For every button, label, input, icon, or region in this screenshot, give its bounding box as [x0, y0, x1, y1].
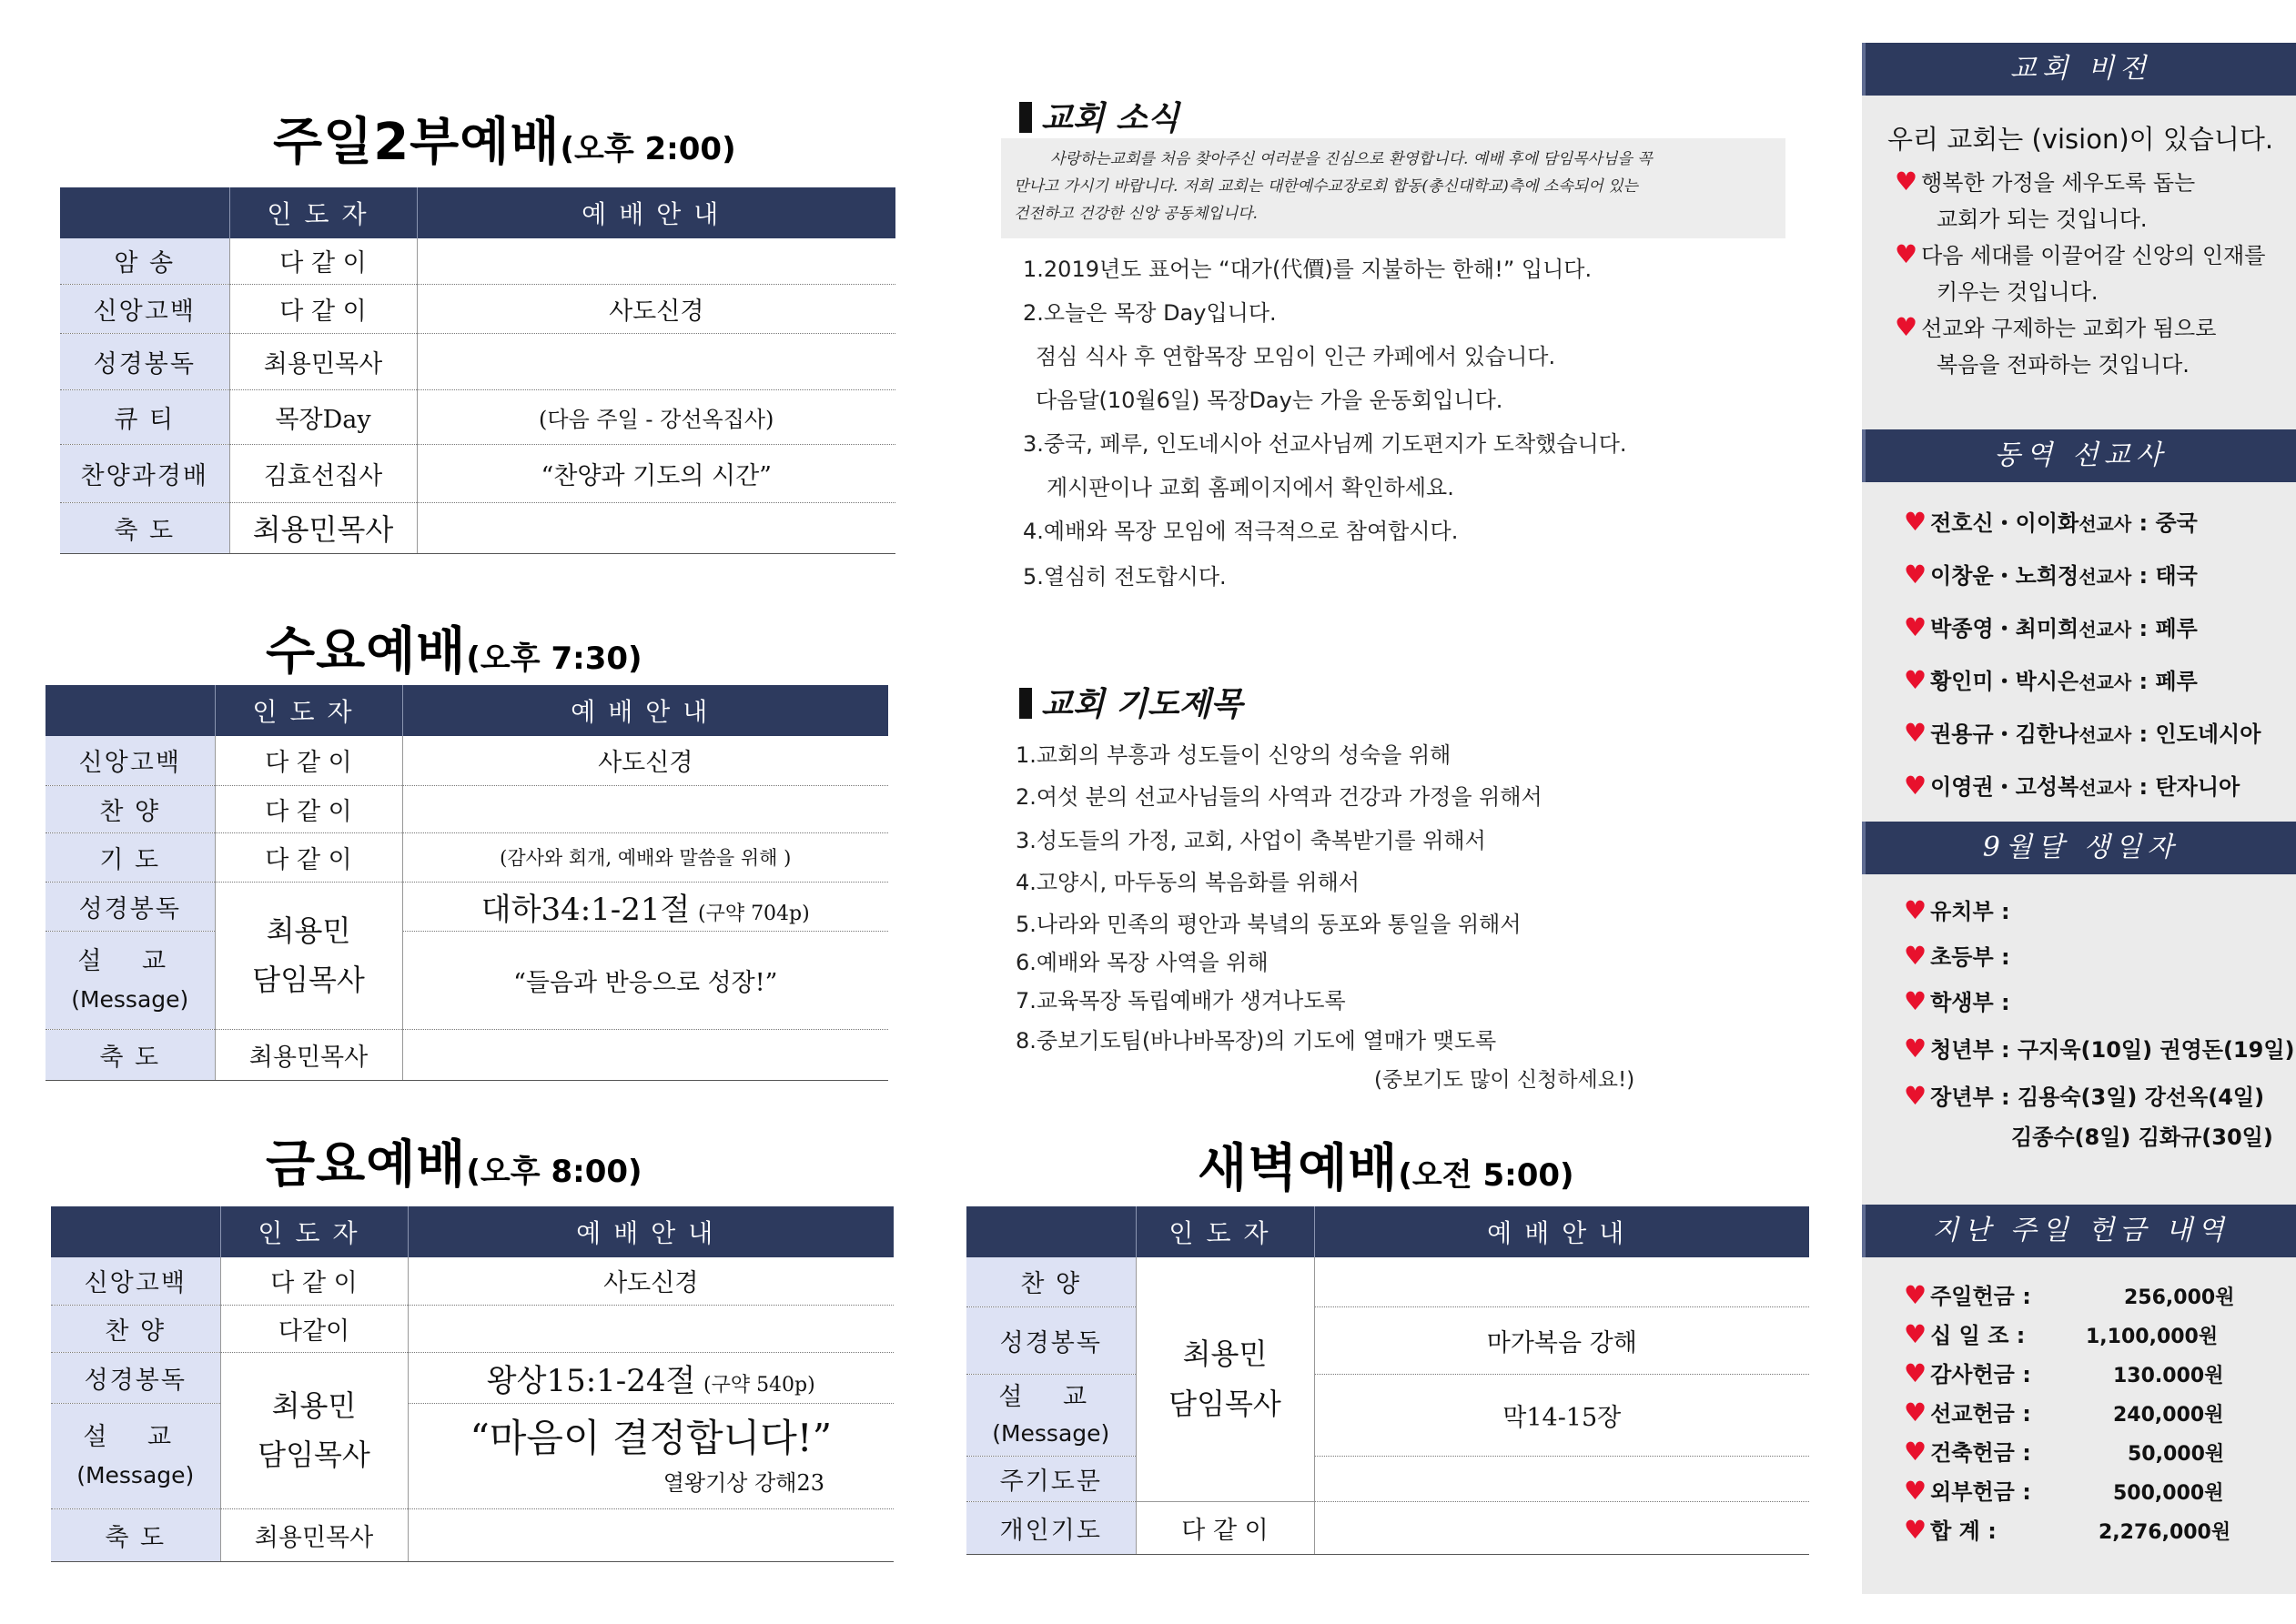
- prayer-heading-text: 교회 기도제목: [1041, 685, 1243, 723]
- row-info: “찬양과 기도의 시간”: [417, 444, 895, 502]
- header-info: 예배안내: [417, 187, 895, 238]
- missionary-place: 페루: [2155, 616, 2198, 641]
- vision-intro: 우리 교회는 (vision)이 있습니다.: [1887, 124, 2274, 155]
- offering-name: 십 일 조 :: [1930, 1323, 2026, 1348]
- offering-name: 주일헌금 :: [1930, 1284, 2031, 1309]
- offering-amount: 500,000원: [2113, 1482, 2224, 1505]
- missionary-place: 탄자니아: [2155, 774, 2240, 800]
- birthday-dept: 청년부 :: [1930, 1037, 2010, 1063]
- leader-title: 담임목사: [258, 1437, 370, 1472]
- missionary-role: 선교사: [2079, 724, 2132, 746]
- sermon-title: “들음과 반응으로 성장!”: [402, 931, 888, 1029]
- missionary-names: 이창운・노희정: [1930, 563, 2079, 589]
- row-leader: 다 같 이: [229, 238, 417, 284]
- table-row: [966, 1374, 1809, 1456]
- leader-title: 담임목사: [252, 963, 365, 997]
- vision-line: 교회가 되는 것입니다.: [1937, 207, 2148, 232]
- sermon-series: 열왕기상 강해23: [663, 1470, 824, 1497]
- table-row: [46, 736, 888, 785]
- offering-total: [1904, 1513, 1997, 1545]
- dawn-table: [966, 1206, 1809, 1555]
- sunday2-table: [60, 187, 895, 554]
- table-header: [51, 1206, 894, 1257]
- missionary-role: 선교사: [2079, 566, 2132, 588]
- missionary-item: ♥ 전호신・이이화선교사 : 중국: [1904, 507, 2198, 537]
- vision-line: 선교와 구제하는 교회가 됨으로: [1921, 316, 2217, 341]
- row-label: 축 도: [60, 502, 229, 553]
- table-row: [966, 1257, 1809, 1306]
- dawn-time: (오전 5:00): [1398, 1157, 1574, 1194]
- offering-heading: 지난 주일 헌금 내역: [1862, 1205, 2296, 1257]
- prayer-item: 4.고양시, 마두동의 복음화를 위해서: [1016, 870, 1360, 895]
- row-label: 성경봉독: [46, 882, 215, 931]
- friday-time: (오후 8:00): [466, 1154, 642, 1190]
- header-info: 예배안내: [1314, 1206, 1809, 1257]
- heart-icon: ♥: [1895, 239, 1918, 269]
- dawn-leader: [1136, 1257, 1314, 1501]
- table-row: [51, 1508, 894, 1561]
- table-header: [60, 187, 895, 238]
- label-sub: (Message): [71, 986, 189, 1014]
- heart-icon: ♥: [1904, 1358, 1927, 1388]
- heart-icon: ♥: [1904, 1397, 1927, 1427]
- heart-icon: ♥: [1904, 612, 1927, 642]
- label-main: 설 교: [83, 1422, 188, 1451]
- row-leader: 다 같 이: [215, 736, 402, 785]
- vision-line: 키우는 것입니다.: [1937, 279, 2099, 305]
- label-sub: (Message): [76, 1462, 195, 1489]
- row-info: [417, 333, 895, 389]
- heart-icon: ♥: [1904, 771, 1927, 801]
- friday-title-text: 금요예배: [266, 1135, 467, 1195]
- table-header: [46, 685, 888, 736]
- row-label: [51, 1403, 220, 1508]
- row-label: 성경봉독: [60, 333, 229, 389]
- missionary-place: 인도네시아: [2155, 721, 2261, 747]
- missionary-role: 선교사: [2079, 513, 2132, 535]
- missionary-item: ♥ 이영권・고성복선교사 : 탄자니아: [1904, 771, 2240, 801]
- section-bar-icon: [1019, 102, 1032, 133]
- friday-table: [51, 1206, 894, 1562]
- birthday-item: [1904, 893, 2010, 925]
- birthday-dept: 유치부 :: [1930, 899, 2010, 924]
- news-item: 1.2019년도 표어는 “대가(代價)를 지불하는 한해!” 입니다.: [1023, 257, 1593, 282]
- offering-item: [1904, 1317, 2025, 1349]
- table-row: [46, 882, 888, 931]
- table-row: [51, 1305, 894, 1352]
- row-label: 성경봉독: [966, 1306, 1136, 1374]
- row-info: [402, 1029, 888, 1080]
- prayer-heading: [1019, 679, 1242, 725]
- birthday-item: [1904, 1032, 2294, 1064]
- offering-amount: 2,276,000원: [2099, 1521, 2231, 1544]
- offering-amount: 1,100,000원: [2086, 1326, 2219, 1348]
- prayer-item: 3.성도들의 가정, 교회, 사업이 축복받기를 위해서: [1016, 828, 1486, 853]
- heart-icon: ♥: [1895, 166, 1918, 197]
- offering-amount: 50,000원: [2128, 1443, 2225, 1466]
- missionary-role: 선교사: [2079, 671, 2132, 693]
- header-info: 예배안내: [408, 1206, 894, 1257]
- offering-item: [1904, 1474, 2031, 1506]
- wednesday-title: [266, 611, 642, 684]
- vision-item: [1895, 165, 2195, 197]
- heart-icon: ♥: [1904, 1437, 1927, 1467]
- row-info: 사도신경: [408, 1257, 894, 1305]
- heart-icon: ♥: [1895, 312, 1918, 342]
- missionary-names: 황인미・박시은: [1930, 669, 2079, 694]
- missionary-place: 태국: [2155, 563, 2198, 589]
- news-item: 3.중국, 페루, 인도네시아 선교사님께 기도편지가 도착했습니다.: [1023, 431, 1627, 457]
- leader-name: 최용민: [271, 1387, 357, 1423]
- row-info: (다음 주일 - 강선옥집사): [417, 389, 895, 444]
- heart-icon: ♥: [1904, 718, 1927, 748]
- vision-heading: 교회 비전: [1862, 43, 2296, 96]
- leader-title: 담임목사: [1168, 1386, 1281, 1421]
- offering-name: 선교헌금 :: [1930, 1401, 2031, 1427]
- heart-icon: ♥: [1904, 507, 1927, 537]
- offering-item: [1904, 1278, 2031, 1310]
- welcome-line: 건전하고 건강한 신앙 공동체입니다.: [1014, 205, 1258, 223]
- birthday-dept: 장년부 :: [1930, 1084, 2010, 1110]
- dawn-title-text: 새벽예배: [1198, 1139, 1399, 1198]
- welcome-message: [1001, 138, 1785, 238]
- row-leader: 목장Day: [229, 389, 417, 444]
- row-label: 암 송: [60, 238, 229, 284]
- prayer-item: 8.중보기도팀(바나바목장)의 기도에 열매가 맺도록: [1016, 1028, 1497, 1054]
- row-leader: 다 같 이: [220, 1257, 408, 1305]
- row-leader: 최용민목사: [229, 502, 417, 553]
- row-leader: 최용민목사: [215, 1029, 402, 1080]
- row-label: [46, 931, 215, 1029]
- table-row: [966, 1501, 1809, 1554]
- row-info: 마가복음 강해: [1314, 1306, 1809, 1374]
- row-leader: 다 같 이: [215, 832, 402, 882]
- offering-name: 합 계 :: [1930, 1518, 1997, 1544]
- missionary-item: ♥ 박종영・최미희선교사 : 페루: [1904, 612, 2198, 642]
- birthday-dept: 초등부 :: [1930, 944, 2010, 970]
- row-label: [966, 1374, 1136, 1456]
- row-label: 성경봉독: [51, 1352, 220, 1403]
- row-label: 주기도문: [966, 1456, 1136, 1501]
- dawn-title: [1198, 1128, 1574, 1201]
- offering-item: [1904, 1357, 2031, 1388]
- missionary-role: 선교사: [2079, 619, 2132, 641]
- news-heading-text: 교회 소식: [1041, 99, 1179, 137]
- header-leader: 인도자: [229, 187, 417, 238]
- prayer-item: 5.나라와 민족의 평안과 북녘의 동포와 통일을 위해서: [1016, 912, 1522, 937]
- sunday2-title: [273, 102, 736, 175]
- offering-name: 감사헌금 :: [1930, 1362, 2031, 1387]
- birthday-names: 김용숙(3일) 강선옥(4일): [2017, 1084, 2265, 1110]
- heart-icon: ♥: [1904, 1515, 1927, 1545]
- row-leader: 김효선집사: [229, 444, 417, 502]
- missionary-role: 선교사: [2079, 777, 2132, 799]
- offering-item: [1904, 1435, 2031, 1467]
- news-item: 게시판이나 교회 홈페이지에서 확인하세요.: [1047, 475, 1454, 500]
- table-row: [60, 333, 895, 389]
- prayer-item: 1.교회의 부흥과 성도들이 신앙의 성숙을 위해: [1016, 742, 1451, 768]
- label-main: 설 교: [77, 946, 183, 975]
- missionary-item: ♥ 황인미・박시은선교사 : 페루: [1904, 665, 2198, 695]
- news-item: 다음달(10월6일) 목장Day는 가을 운동회입니다.: [1036, 388, 1503, 413]
- sermon-leader: [220, 1352, 408, 1508]
- sunday2-time: (오후 2:00): [560, 131, 736, 167]
- table-row: [60, 238, 895, 284]
- prayer-item: 2.여섯 분의 선교사님들의 사역과 건강과 가정을 위해서: [1016, 784, 1542, 810]
- heart-icon: ♥: [1904, 1034, 1927, 1064]
- row-info: [417, 238, 895, 284]
- table-row: [60, 444, 895, 502]
- leader-name: 최용민: [1182, 1337, 1268, 1372]
- row-info: [408, 1403, 894, 1508]
- table-row: [51, 1257, 894, 1305]
- offering-name: 외부헌금 :: [1930, 1479, 2031, 1505]
- offering-name: 건축헌금 :: [1930, 1440, 2031, 1466]
- table-row: [51, 1403, 894, 1508]
- table-row: [51, 1352, 894, 1403]
- news-item: 4.예배와 목장 모임에 적극적으로 참여합시다.: [1023, 519, 1459, 544]
- row-info: [408, 1352, 894, 1403]
- row-leader: 다 같 이: [229, 284, 417, 333]
- missionary-place: 중국: [2155, 510, 2198, 536]
- friday-title: [266, 1125, 642, 1197]
- missionary-names: 권용규・김한나: [1930, 721, 2079, 747]
- offering-item: [1904, 1396, 2031, 1427]
- header-leader: 인도자: [1136, 1206, 1314, 1257]
- section-bar-icon: [1019, 688, 1032, 719]
- row-label: 축 도: [51, 1508, 220, 1561]
- birthday-extra: 김종수(8일) 김화규(30일): [2011, 1125, 2273, 1150]
- row-info: [1314, 1501, 1809, 1554]
- table-row: [46, 931, 888, 1029]
- heart-icon: ♥: [1904, 665, 1927, 695]
- header-leader: 인도자: [215, 685, 402, 736]
- offering-amount: 240,000원: [2113, 1404, 2224, 1427]
- row-label: 신앙고백: [51, 1257, 220, 1305]
- row-info: [402, 785, 888, 832]
- row-label: 신앙고백: [60, 284, 229, 333]
- leader-name: 최용민: [266, 913, 351, 948]
- row-label: 찬 양: [46, 785, 215, 832]
- wednesday-time: (오후 7:30): [466, 641, 642, 677]
- missionary-place: 페루: [2155, 669, 2198, 694]
- row-leader: 다같이: [220, 1305, 408, 1352]
- birthday-item: [1904, 1079, 2264, 1111]
- news-item: 점심 식사 후 연합목장 모임이 인근 카페에서 있습니다.: [1036, 344, 1556, 369]
- sermon-title: “마음이 결정합니다!”: [470, 1415, 833, 1460]
- missionaries-heading: 동역 선교사: [1862, 429, 2296, 482]
- vision-item: [1895, 237, 2265, 269]
- row-label: 기 도: [46, 832, 215, 882]
- wednesday-title-text: 수요예배: [266, 622, 467, 681]
- missionary-names: 박종영・최미희: [1930, 616, 2079, 641]
- table-row: [46, 785, 888, 832]
- row-label: 찬 양: [51, 1305, 220, 1352]
- birthday-names: 구지욱(10일) 권영돈(19일): [2017, 1037, 2295, 1063]
- vision-item: [1895, 310, 2216, 342]
- row-label: 찬양과경배: [60, 444, 229, 502]
- row-label: 신앙고백: [46, 736, 215, 785]
- wednesday-table: [46, 685, 888, 1081]
- news-item: 5.열심히 전도합시다.: [1023, 564, 1227, 590]
- heart-icon: ♥: [1904, 1476, 1927, 1506]
- row-label: 큐 티: [60, 389, 229, 444]
- row-leader: 최용민목사: [229, 333, 417, 389]
- row-leader: 다 같 이: [215, 785, 402, 832]
- row-info: 사도신경: [402, 736, 888, 785]
- table-row: [46, 1029, 888, 1080]
- label-main: 설 교: [998, 1382, 1104, 1411]
- offering-amount: 130.000원: [2113, 1365, 2224, 1387]
- birthday-item: [1904, 984, 2010, 1016]
- row-info: (감사와 회개, 예배와 말씀을 위해 ): [402, 832, 888, 882]
- row-info: [408, 1508, 894, 1561]
- birthdays-heading: 9월달 생일자: [1862, 822, 2296, 874]
- birthday-item: [1904, 939, 2010, 971]
- table-header: [966, 1206, 1809, 1257]
- news-heading: [1019, 93, 1179, 139]
- header-info: 예배안내: [402, 685, 888, 736]
- row-label: 축 도: [46, 1029, 215, 1080]
- table-row: [46, 832, 888, 882]
- missionary-item: ♥ 이창운・노희정선교사 : 태국: [1904, 560, 2198, 590]
- vision-line: 행복한 가정을 세우도록 돕는: [1921, 170, 2196, 196]
- row-label: 개인기도: [966, 1501, 1136, 1554]
- row-info: [417, 502, 895, 553]
- welcome-line: 만나고 가시기 바랍니다. 저희 교회는 대한예수교장로회 합동(총신대학교)측에 소속되어 있는: [1014, 177, 1638, 196]
- table-row: [966, 1456, 1809, 1501]
- header-leader: 인도자: [220, 1206, 408, 1257]
- row-info: [408, 1305, 894, 1352]
- heart-icon: ♥: [1904, 560, 1927, 590]
- prayer-item: 7.교육목장 독립예배가 생겨나도록: [1016, 988, 1346, 1014]
- offering-amount: 256,000원: [2124, 1286, 2235, 1309]
- heart-icon: ♥: [1904, 895, 1927, 925]
- prayer-note: (중보기도 많이 신청하세요!): [1374, 1068, 1635, 1092]
- row-leader: 최용민목사: [220, 1508, 408, 1561]
- row-info: 사도신경: [417, 284, 895, 333]
- row-leader: 다 같 이: [1136, 1501, 1314, 1554]
- table-row: [60, 284, 895, 333]
- heart-icon: ♥: [1904, 1280, 1927, 1310]
- scripture-page: (구약 704p): [697, 902, 810, 925]
- sidebar: [1862, 43, 2296, 1594]
- sermon-leader: [215, 882, 402, 1029]
- heart-icon: ♥: [1904, 1081, 1927, 1111]
- scripture: 왕상15:1-24절: [486, 1362, 696, 1399]
- row-info: [1314, 1257, 1809, 1306]
- prayer-item: 6.예배와 목장 사역을 위해: [1016, 950, 1269, 975]
- row-info: [402, 882, 888, 931]
- label-sub: (Message): [992, 1420, 1110, 1447]
- row-info: 막14-15장: [1314, 1374, 1809, 1456]
- news-item: 2.오늘은 목장 Day입니다.: [1023, 300, 1277, 326]
- missionary-names: 전호신・이이화: [1930, 510, 2079, 536]
- vision-line: 다음 세대를 이끌어갈 신앙의 인재를: [1921, 243, 2266, 268]
- vision-line: 복음을 전파하는 것입니다.: [1937, 352, 2190, 378]
- heart-icon: ♥: [1904, 1319, 1927, 1349]
- sunday2-title-text: 주일2부예배: [273, 113, 561, 172]
- table-row: [60, 502, 895, 553]
- welcome-line: 사랑하는교회를 처음 찾아주신 여러분을 진심으로 환영합니다. 예배 후에 담임목사님을 꼭: [1050, 150, 1653, 168]
- missionary-item: ♥ 권용규・김한나선교사 : 인도네시아: [1904, 718, 2261, 748]
- table-row: [966, 1306, 1809, 1374]
- table-row: [60, 389, 895, 444]
- row-info: [1314, 1456, 1809, 1501]
- heart-icon: ♥: [1904, 941, 1927, 971]
- missionary-names: 이영권・고성복: [1930, 774, 2079, 800]
- heart-icon: ♥: [1904, 986, 1927, 1016]
- birthday-dept: 학생부 :: [1930, 990, 2010, 1015]
- scripture-page: (구약 540p): [703, 1373, 815, 1397]
- row-label: 찬 양: [966, 1257, 1136, 1306]
- scripture: 대하34:1-21절: [480, 891, 691, 928]
